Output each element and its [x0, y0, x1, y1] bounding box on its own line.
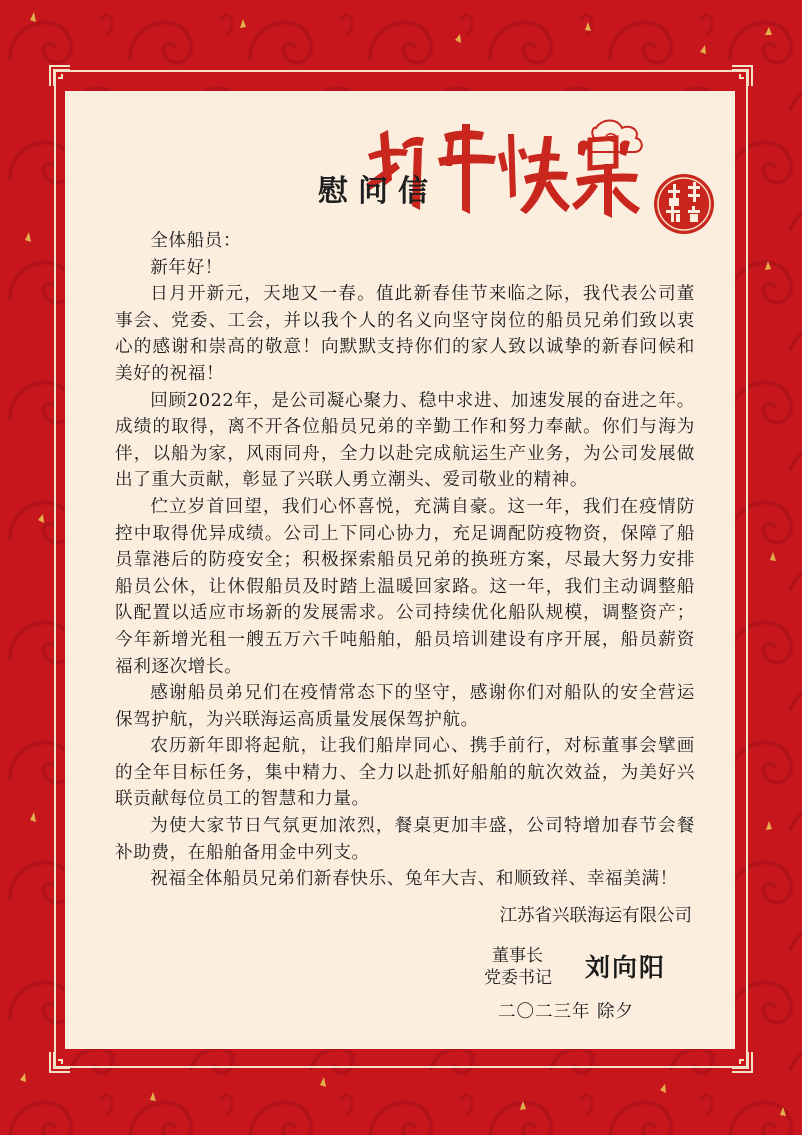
greeting: 新年好！: [150, 257, 223, 278]
signatory-role-chairman: 董事长: [492, 946, 543, 966]
corner-ornament-bottom-right: [730, 1050, 754, 1074]
paragraph-review-2022: 回顾2022年，是公司凝心聚力、稳中求进、加速发展的奋进之年。成绩的取得，离不开各位船员兄弟的辛勤工作和努力奉献。你们与海为伴，以船为家，风雨同舟，全力以赴完成航运生产业务，为公司发展做出了重大贡献，彰显了兴联人勇立潮头、爱司敬业的精神。: [115, 390, 695, 491]
signatory-name: 刘向阳: [585, 953, 667, 982]
corner-ornament-top-right: [730, 64, 754, 88]
paragraph-new-year-goals: 农历新年即将起航，让我们船岸同心、携手前行，对标董事会擘画的全年目标任务，集中精力、全力以赴抓好船舶的航次效益，为美好兴联贡献每位员工的智慧和力量。: [115, 736, 695, 810]
salutation: 全体船员：: [150, 231, 242, 251]
signatory-role-party-secretary: 党委书记: [484, 968, 552, 988]
paragraph-meal-subsidy: 为使大家节日气氛更加浓烈，餐桌更加丰盛，公司特增加春节会餐补助费，在船舶备用金中列支。: [115, 816, 695, 863]
paragraph-achievements: 伫立岁首回望，我们心怀喜悦，充满自豪。这一年，我们在疫情防控中取得优异成绩。公司上下同心协力，充足调配防疫物资，保障了船员靠港后的防疫安全；积极探索船员兄弟的换班方案，尽最大努力安排船员公休，让休假船员及时踏上温暖回家路。这一年，我们主动调整船队配置以适应市场新的发展需求。公司持续优化船队规模，调整资产；今年新增光租一艘五万六千吨船舶，船员培训建设有序开展，船员薪资福利逐次增长。: [115, 496, 695, 677]
paragraph-opening: 日月开新元，天地又一春。值此新春佳节来临之际，我代表公司董事会、党委、工会，并以我个人的名义向坚守岗位的船员兄弟们致以衷心的感谢和崇高的敬意！向默默支持你们的家人致以诚挚的新春问候和美好的祝福！: [115, 284, 695, 384]
letter-title: 慰问信: [318, 174, 438, 209]
letter-body: [115, 228, 695, 893]
letter-date: 二〇二三年 除夕: [498, 1002, 635, 1022]
paragraph-blessing: 祝福全体船员兄弟们新春快乐、兔年大吉、和顺致祥、幸福美满！: [150, 869, 678, 890]
corner-ornament-top-left: [48, 64, 72, 88]
corner-ornament-bottom-left: [48, 1050, 72, 1074]
company-name: 江苏省兴联海运有限公司: [499, 906, 692, 926]
paragraph-thanks: 感谢船员弟兄们在疫情常态下的坚守，感谢你们对船队的安全营运保驾护航，为兴联海运高质量发展保驾护航。: [115, 683, 695, 730]
